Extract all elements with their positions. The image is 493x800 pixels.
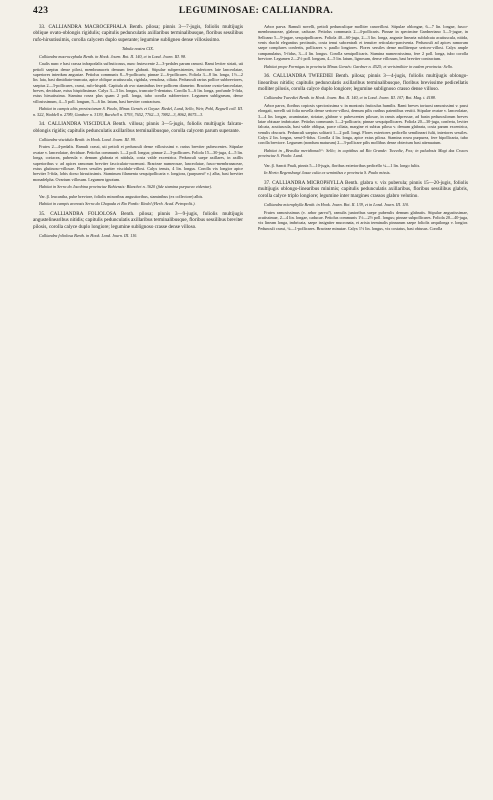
literature-reference: Calliandra foliolosa Benth. in Hook. Lond. Journ. III. 110. <box>39 232 138 238</box>
habitat-paragraph: In Horto Regensburgi Jasae culta ex seminibus e provincia S. Paulo missis. <box>264 170 391 176</box>
left-column <box>33 24 243 792</box>
species-heading: 35. CALLIANDRA FOLIOLOSA Benth. pilosa; pinnis 3—9-jugis, foliolis multijugis angustelinearibus nitidis; capitulis pedunculatis axillaribus terminalibusque, floribus sessilibus breviter pilosis, corolla calyce duplo longiore; legumine sublignoso crasse dense villoso. <box>33 210 243 230</box>
species-heading: 36. CALLIANDRA TWEEDIEI Benth. pilosa; pinnis 3—4-jugis, foliolis multijugis oblongo-linearibus nitidis; capitulis pedunculatis axillaribus terminalibusque, floribus brevissime pedicellatis molliter pilosis, corolla calyce duplo longiore; legumine sublignoso crasso dense villoso. <box>258 73 468 93</box>
species-heading: 33. CALLIANDRA MACROCEPHALA Benth. pilosa; pinnis 3—7-jugis, foliolis multijugis oblique ovato-oblongis rigidulis; capitulis pedunculatis axillaribus terminalibusque, floribus sessilibus rufo-hirsutissimis, corolla calycem duplo superante; legumine subligneo dense villosissimo. <box>33 24 243 43</box>
literature-reference: Calliandra macrocephala Benth. in Hook. Journ. Bot. II. 140, et in Lond. Journ. III. 98. <box>39 53 187 59</box>
habitat-paragraph: Habitat in „Brasilia meridionali“: Sello; in capitibus ad Rio Grande: Tweedie, Fox; in paludosis Magi das Cruces provinciae S. Paulo: Lund. <box>258 147 468 159</box>
page-number: 423 <box>33 6 49 16</box>
description-paragraph: Arbor parva. Ramuli novelli, petioli pedunculique molliter canovillosi. Stipulae oblongae, 6—7 lin. longae, fusco-membranaceae, glabrae, caducae. Petiolus communis 2—4-pollicaris. Pinnae in specimine Gardneriano 3—5-jugae, in Selloano 5—9-jugae, sesquipollicares. Foliola 40—60-juga, 2—3 lin. longa, anguste linearia subfalcata acutiuscula, nitida, venis rhachi elegantius pectinatis, costa tenui subcentrali et tenuiter reticulato-parcivenia. Pedunculi ad apices ramorum saepe complures confertis, pollicares v. paullo longiores. Flores sessiles dense molliterque sericeo-villosi. Calyx ample campanulatus, 5-fidus, 3—4 lin. longus. Corolla semipollicaris. Stamina numerosissima, fere 2 poll. longa, tubo corolla breviore. Legumen 2—2½ poll. longum, 4—5 lin. latum, lignosum, dense villosum, basi breviter contractum. <box>258 24 468 62</box>
literature-reference: Calliandra viscidula Benth. in Hook. Lond. Journ. III. 99. <box>39 136 137 142</box>
running-header <box>33 6 479 20</box>
variety-paragraph: Var. β. Sancti Pauli, pinnis 5—10-jugis, floribus exterioribus pedicello ¼—1 lin. longo fultis. <box>264 162 421 168</box>
literature-reference: Calliandra microphylla Benth. in Hook. Journ. Bot. II. 139, et in Lond. Journ. III. 110. <box>264 201 410 207</box>
description-paragraph: Frutex ramosissimus (v. arbor parva?), ramulis junioribus saepe puberulis demum glabratis. Stipulae angustissimae, acutissimae, 2—4 lin. longae, caducae. Petiolus communis 1½—2½ poll. longus; pinnae subpollicares. Foliola 20—40-juga, vix lineam longa, imbricata, saepe insigniter mucronata, et arista terminalis pinnarum saepe foliolis aequilonga v. longior. Pedunculi crassi, ¼—1-pollicares. Bracteae minutae. Calyx 1½ lin. longus, vix costatus, basi obtusus. Corolla <box>258 209 468 231</box>
right-column <box>258 24 468 792</box>
description-paragraph: Arbor parva, floribus copiosis speciosissima v. in montosis fruticulus humilis. Rami breves tortuosi ramosissimi v. passi elongati, novelli uti folia novella dense sericeo-villosi, demum pilis raribus patentibus vestiti. Stipulae ovatae v. lanceolatae, 3—4 lin. longae, acuminatae, striatae, glabrae v. pubescentes pilosae, in ramis adpressae, ad basin pedunculorum breves latae obtusae imbricatae. Petiolus communis 1—2-pollicaris; pinnae sesquipollicares. Foliola 20—30-juga, conferta, leviter falcata, acutiuscula, basi valde obliqua, parce ciliata, margine et subtus pilosa v. demum glabrata, costa parum excentrica, venulis obscuris. Pedunculi saepius solitarii 1—2 poll. longi. Flores exteriores pedicello semilineari fulti, interiores sessiles. Calyx 2 lin. longus, semi-5-fidus. Corolla 4 lin. longa, apice extus pilosa. Stamina rosea purpurea, fere bipollicaria, tubo corolla breviore. Legumen (nondum maturum) 2—3-pollicare pilis mollibus dense obtectum basi attenuatum. <box>258 102 468 146</box>
habitat-paragraph: Habitat in campis arenosis Serra da Chapada et Rio Pardo: Riedel (Herb. Acad. Petropolit.). <box>39 201 196 207</box>
variety-paragraph: Var. β. leucantha, pube breviore, foliolis minoribus angustioribus, staminibus (ex collectore) albis. <box>39 193 204 199</box>
habitat-paragraph: Habitat in campis altis provinciarum S. Paulo, Minas Geraës et Goyaz: Riedel, Lund, Sello, Weir, Pohl, Regnell coll. III. n. 522, Weddell n. 2789, Gardner n. 3139, Burchell n. 5793, 7652, 7762—3, 7882—3, 8062, 8075—3. <box>33 106 243 117</box>
habitat-paragraph: Habitat in Serra do Jacobina provinciae Bahiensis: Blanchet n. 3620 (fide stamina purpurea videntur). <box>39 184 213 190</box>
running-title: LEGUMINOSAE: CALLIANDRA. <box>178 6 334 16</box>
species-heading: 34. CALLIANDRA VISCIDULA Benth. villosa; pinnis 3—5-jugis, foliolis multijugis falcato-oblongis rigidis; capitulis pedunculatis axillaribus terminalibusque, corolla calycem parum superante. <box>33 121 243 134</box>
species-heading: 37. CALLIANDRA MICROPHYLLA Benth. glabra v. vix puberula; pinnis 15—20-jugis, foliolis multijugis oblongo-linearibus minimis; capitulis pedunculatis axillaribus, floribus sessilibus glabris, corolla calyce triplo longiore; legumine inter margines crassos glabro velutino. <box>258 179 468 199</box>
habitat-paragraph: Habitat prope Formigas in provincia Minas Geraës: Gardner n. 4525; et verisimiliter in eadem provincia: Sello. <box>264 63 454 69</box>
description-paragraph: Caulis nunc e basi crassa infrapodalis suffruticosus, nunc frutescente 2—3-pedales parum ramosi. Rami leviter striati, uti petioli saepius dense pilosi, membranaceis densum fere glabrati. Stipulae subpersistentes, inferiores late lanceolatae, superiores interdum angustae. Petiolus communis 8—9-pollicaris; pinnae 2—6-pollicares. Foliola 3—8 lin. longa, 1½—2 lin. lata, basi dimidiato-truncata, apice oblique acutiuscula, rigidula, venulosa, ciliata. Pedunculi rarius pollice subbreviores, saepius 2—3-pollicares, crassi, rufo-hispidi. Capitula ab ovo staminibus fere pollicem diametro. Bracteae ovato-lanceolatae, breves, deciduae, extus hispidissimae. Calyx 3—3 lin. longus, truncato-5-dentatus. Corolla 5—6 lin. longa, profunde 5-fida, extus hirsutissima. Stamina rosea plus quam 2 poll. longa, tubo corolla subbreviore. Legumen subligneum, dense villosissimum, 4—5 poll. longum, 5—6 lin. latum, basi breviter contractum. <box>33 61 243 104</box>
literature-reference: Calliandra Tweediei Benth. in Hook. Journ. Bot. II. 140, et in Lond. Journ. III. 107; Bot. Mag. t. 4188. <box>264 95 436 101</box>
figure-reference: Tabula nostra CIX. <box>121 45 155 51</box>
description-paragraph: Frutex 2—4-pedalis. Ramuli crassi, uti petioli et pedunculi dense villosissimi v. rarius breviter pubescentes. Stipulae ovatae v. lanceolatae, deciduae. Petiolus communis 1—2 poll. longus; pinnae 2—3-pollicares. Foliola 15—30-juga, 4—5 lin. longa, coriacea, puberula v. demum glabrata et nitidula, costa valde excentrica. Pedunculi saepe axillares, in axillis superioribus v. ad apices ramorum breviter fasciculato-racemosi. Bracteae numerosae, lanceolatae, fusco-membranaceae, extus glutinoso-villosae. Flores sessiles pariter viscidulo-villosi. Calyx tenuis, 4 lin. longus. Corolla vix longior apice breviter 5-fida, lobis dorso hirsutissimis. Staminum filamenta sesquipollicaria v. longiora, (purpurea? v.) alba, basi breviter monadelpha. Ovarium villosum. Legumen ignotum. <box>33 144 243 182</box>
